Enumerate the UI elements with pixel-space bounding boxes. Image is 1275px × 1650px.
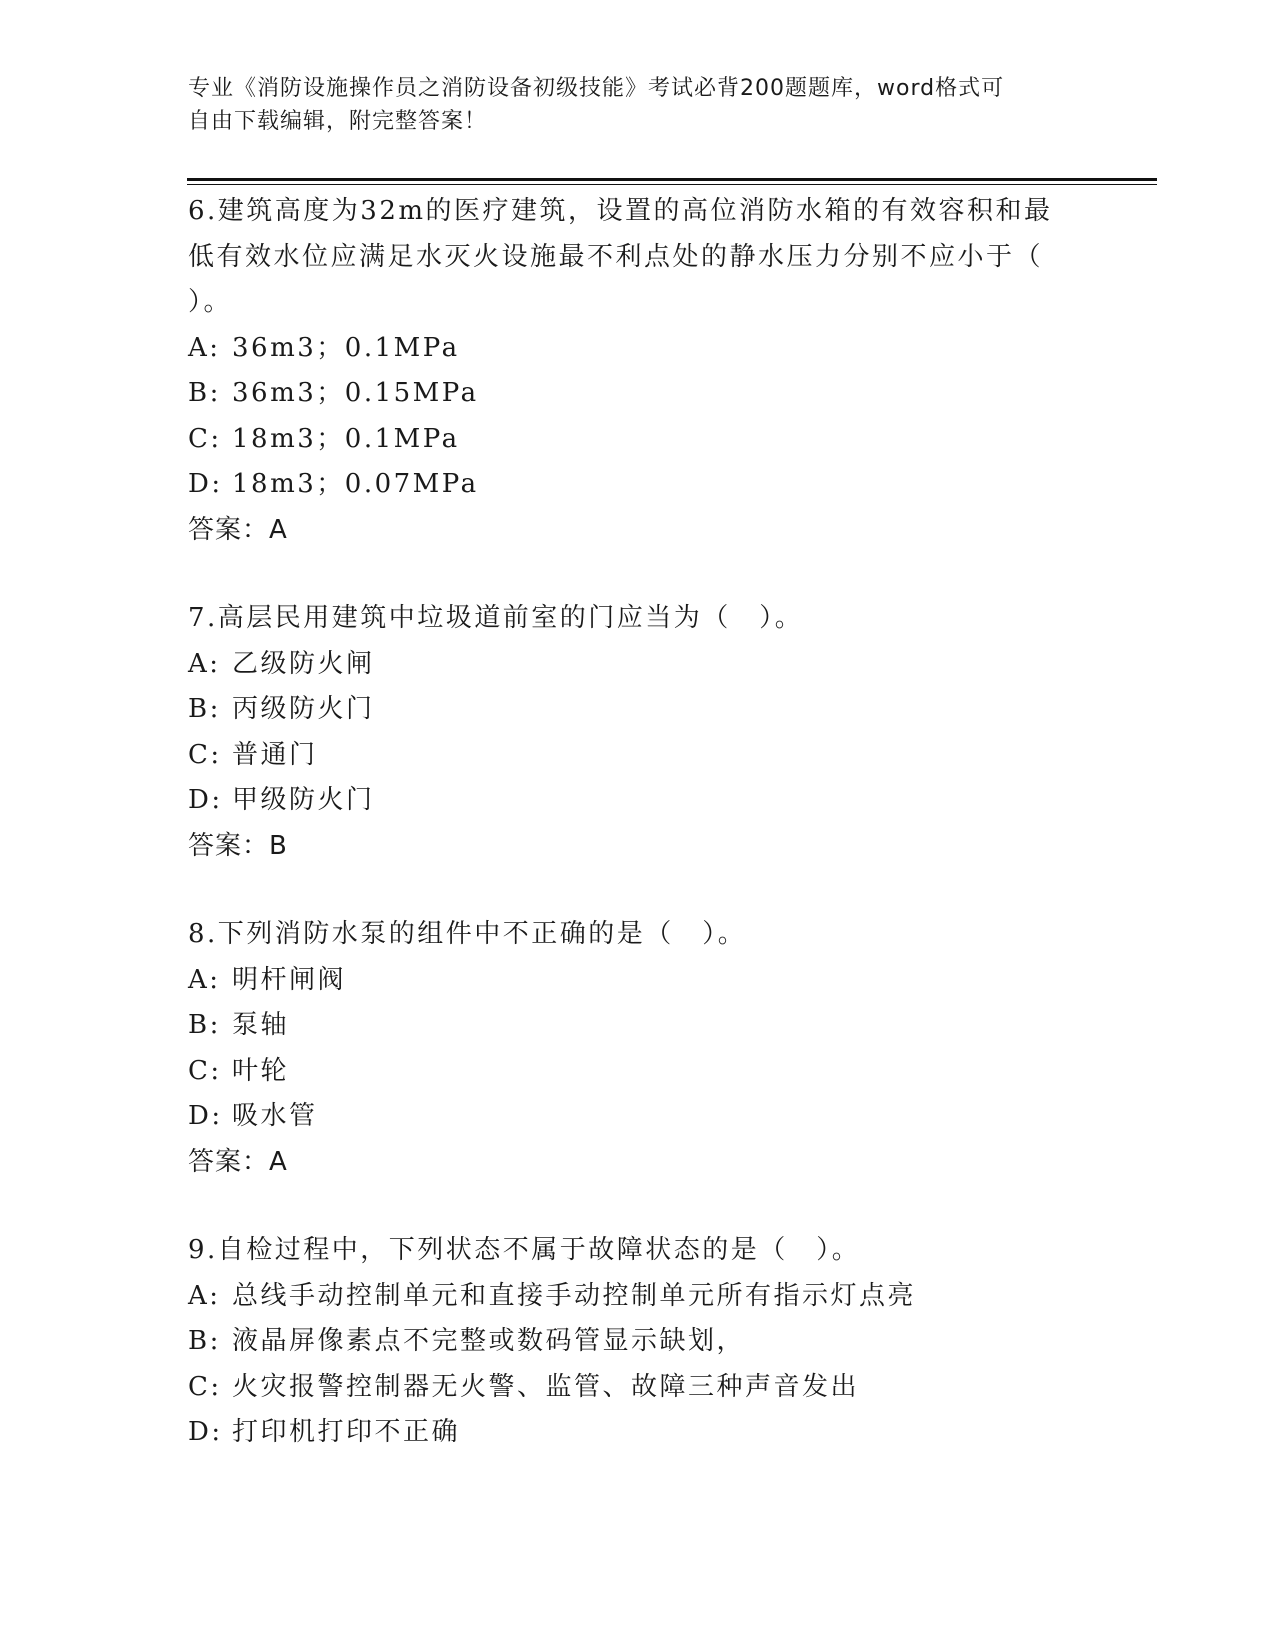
question-list: [188, 189, 1068, 1499]
option-b: [188, 1003, 1068, 1049]
option-text: 总线手动控制单元和直接手动控制单元所有指示灯点亮: [232, 1280, 917, 1311]
option-text: 乙级防火闸: [232, 648, 375, 679]
option-c: [188, 417, 1068, 463]
question-text-line: 9.自检过程中，下列状态不属于故障状态的是（ ）。: [188, 1235, 861, 1265]
option-text: 泵轴: [232, 1010, 290, 1040]
option-b: [188, 687, 1068, 733]
option-text: 丙级防火门: [232, 694, 375, 724]
option-letter: C:: [188, 1371, 222, 1402]
question-6: [188, 189, 1068, 553]
answer-line: 答案：A: [188, 1146, 288, 1177]
option-letter: C:: [188, 739, 222, 770]
question-text-line: 低有效水位应满足水灭火设施最不利点处的静水压力分别不应小于（: [188, 241, 1044, 272]
option-b: [188, 371, 1068, 417]
option-a: [188, 1274, 1068, 1320]
option-a: [188, 326, 1068, 372]
header-divider-thick: [187, 178, 1157, 181]
option-text: 打印机打印不正确: [232, 1417, 461, 1447]
option-c: [188, 1365, 1068, 1411]
question-7: [188, 596, 1068, 869]
option-letter: A:: [188, 332, 221, 363]
option-d: [188, 462, 1068, 508]
option-a: [188, 642, 1068, 688]
option-text: 液晶屏像素点不完整或数码管显示缺划，: [232, 1326, 746, 1356]
option-text: 18m3；0.07MPa: [232, 469, 479, 499]
answer-line: 答案：B: [188, 830, 288, 861]
option-letter: A:: [188, 648, 221, 679]
option-letter: D:: [188, 469, 223, 499]
option-d: [188, 1094, 1068, 1140]
question-text-line: 6.建筑高度为32m的医疗建筑，设置的高位消防水箱的有效容积和最: [188, 196, 1053, 226]
answer-line: 答案：A: [188, 514, 288, 545]
option-letter: B:: [188, 694, 221, 724]
option-letter: D:: [188, 1101, 223, 1131]
question-text-line: 7.高层民用建筑中垃圾道前室的门应当为（ ）。: [188, 603, 804, 633]
option-text: 普通门: [232, 739, 318, 770]
option-text: 火灾报警控制器无火警、监管、故障三种声音发出: [232, 1371, 860, 1402]
option-letter: D:: [188, 785, 223, 815]
option-text: 明杆闸阀: [232, 964, 347, 995]
option-text: 叶轮: [232, 1055, 290, 1086]
option-d: [188, 1410, 1068, 1456]
option-letter: B:: [188, 378, 221, 408]
document-header: [188, 72, 1088, 138]
option-letter: A:: [188, 1280, 221, 1311]
header-line-1: 专业《消防设施操作员之消防设备初级技能》考试必背200题题库，word格式可: [188, 76, 1005, 101]
option-letter: C:: [188, 423, 222, 454]
question-text-line: ）。: [188, 287, 233, 317]
option-text: 36m3；0.1MPa: [232, 332, 460, 363]
option-b: [188, 1319, 1068, 1365]
option-letter: B:: [188, 1010, 221, 1040]
option-d: [188, 778, 1068, 824]
option-c: [188, 733, 1068, 779]
option-letter: C:: [188, 1055, 222, 1086]
question-9: [188, 1228, 1068, 1456]
option-letter: D:: [188, 1417, 223, 1447]
question-8: [188, 912, 1068, 1185]
header-line-2: 自由下载编辑，附完整答案！: [188, 109, 488, 134]
question-text-line: 8.下列消防水泵的组件中不正确的是（ ）。: [188, 919, 747, 949]
option-text: 36m3；0.15MPa: [232, 378, 479, 408]
option-letter: A:: [188, 964, 221, 995]
option-text: 吸水管: [232, 1101, 318, 1131]
option-letter: B:: [188, 1326, 221, 1356]
option-text: 甲级防火门: [232, 785, 375, 815]
option-a: [188, 958, 1068, 1004]
header-divider-thin: [187, 184, 1157, 185]
option-text: 18m3；0.1MPa: [232, 423, 460, 454]
option-c: [188, 1049, 1068, 1095]
